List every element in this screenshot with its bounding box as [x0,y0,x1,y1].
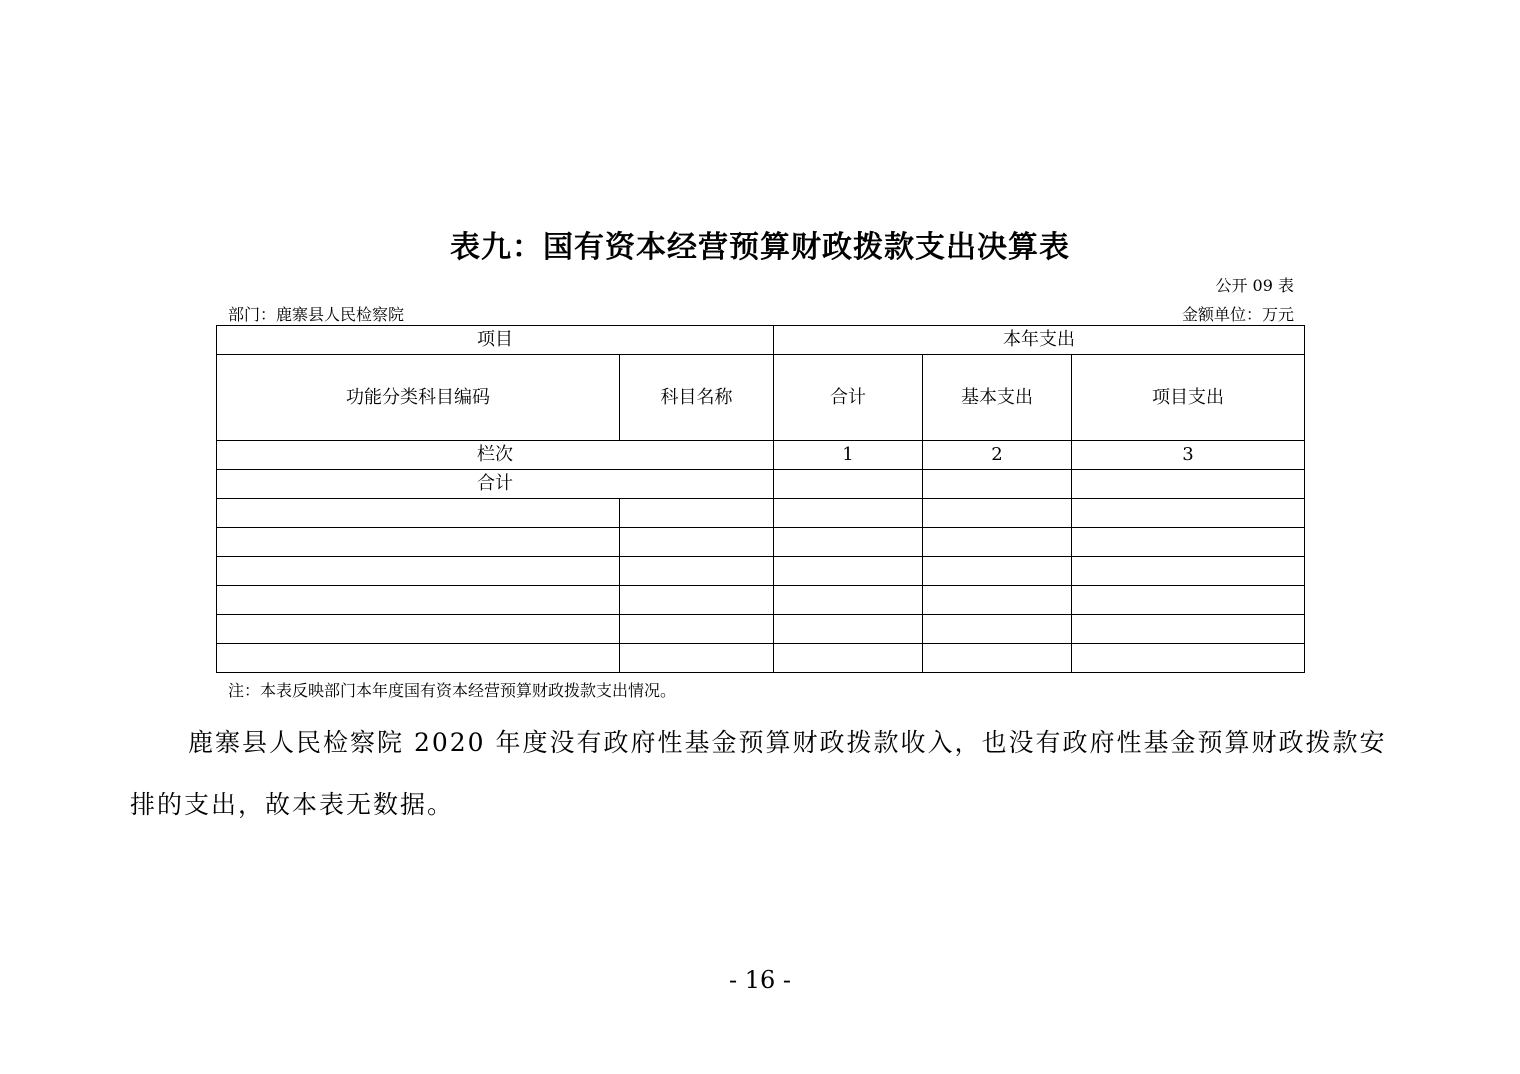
header-current-year: 本年支出 [774,326,1305,355]
table-cell [217,615,620,644]
table-subheader-row [217,355,1305,441]
table-cell [217,586,620,615]
table-row [217,557,1305,586]
table-cell [1072,528,1305,557]
table-cell [620,557,774,586]
table-cell [1072,586,1305,615]
table-index-row [217,441,1305,470]
table-cell [923,586,1072,615]
index-1: 1 [774,441,923,470]
table-cell [923,499,1072,528]
table-cell [217,528,620,557]
header-code: 功能分类科目编码 [217,355,620,441]
table-cell [774,586,923,615]
table-total-row [217,470,1305,499]
header-name: 科目名称 [620,355,774,441]
index-3: 3 [1072,441,1305,470]
table-cell [923,470,1072,499]
table-cell [1072,499,1305,528]
table-cell [620,644,774,673]
table-cell [217,557,620,586]
table-cell [923,644,1072,673]
table-cell [217,644,620,673]
header-basic: 基本支出 [923,355,1072,441]
table-row [217,499,1305,528]
budget-table [216,325,1305,673]
table-cell [774,528,923,557]
body-paragraph: 鹿寨县人民检察院 2020 年度没有政府性基金预算财政拨款收入，也没有政府性基金预算财政拨款安排的支出，故本表无数据。 [130,728,1387,819]
page-title: 表九：国有资本经营预算财政拨款支出决算表 [450,230,1070,265]
form-number: 公开 09 表 [1215,276,1294,295]
table-cell [1072,557,1305,586]
table-cell [620,615,774,644]
table-row [217,586,1305,615]
table-header-row [217,326,1305,355]
table-cell [1072,615,1305,644]
header-project: 项目 [217,326,774,355]
header-project-expense: 项目支出 [1072,355,1305,441]
table-cell [774,499,923,528]
table-cell [620,586,774,615]
index-2: 2 [923,441,1072,470]
table-cell [620,528,774,557]
table-cell [774,615,923,644]
page-number: - 16 - [728,966,791,994]
table-row [217,615,1305,644]
department-label: 部门：鹿寨县人民检察院 [228,305,405,324]
table-cell [774,557,923,586]
table-cell [774,470,923,499]
table-cell [1072,644,1305,673]
index-label: 栏次 [217,441,774,470]
header-total: 合计 [774,355,923,441]
table-cell [620,499,774,528]
table-row [217,644,1305,673]
total-label: 合计 [217,470,774,499]
table-cell [923,615,1072,644]
table-cell [1072,470,1305,499]
table-cell [774,644,923,673]
amount-unit-label: 金额单位：万元 [1181,305,1294,324]
table-cell [923,557,1072,586]
table-cell [217,499,620,528]
table-note: 注：本表反映部门本年度国有资本经营预算财政拨款支出情况。 [228,681,677,700]
table-cell [923,528,1072,557]
table-row [217,528,1305,557]
